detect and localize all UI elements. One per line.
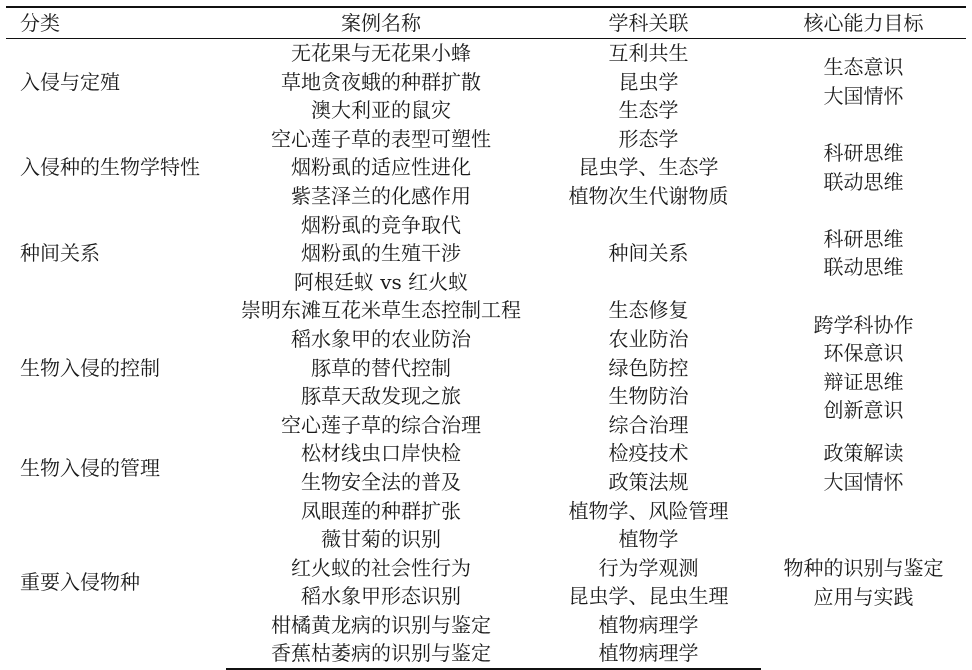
discipline-cell: 政策法规 — [608, 469, 689, 494]
case-name-cell: 无花果与无花果小蜂 — [291, 41, 471, 65]
case-name-cell: 草地贪夜蛾的种群扩散 — [281, 69, 481, 94]
discipline-cell: 综合治理 — [608, 412, 689, 437]
discipline-cell: 植物病理学 — [598, 612, 699, 637]
header-category: 分类 — [20, 11, 60, 35]
discipline-cell: 形态学 — [618, 126, 679, 151]
table-row — [6, 125, 966, 154]
core-ability-item: 大国情怀 — [823, 469, 904, 494]
discipline-cell: 昆虫学 — [618, 69, 679, 94]
discipline-cell: 绿色防控 — [608, 355, 689, 380]
core-ability-item: 科研思维 — [823, 226, 904, 251]
case-name-cell: 崇明东滩互花米草生态控制工程 — [241, 298, 521, 323]
core-ability-item: 大国情怀 — [823, 83, 904, 108]
category-cell: 入侵种的生物学特性 — [20, 155, 200, 180]
case-name-cell: 空心莲子草的综合治理 — [281, 412, 481, 437]
core-ability-cell — [761, 211, 966, 297]
header-row — [6, 7, 966, 39]
core-ability-item: 环保意识 — [823, 341, 904, 366]
core-ability-item: 辩证思维 — [823, 369, 904, 394]
category-cell: 种间关系 — [20, 241, 100, 266]
case-name-cell: 松材线虫口岸快检 — [301, 441, 461, 466]
discipline-cell: 生物防治 — [608, 384, 689, 409]
header-core-ability: 核心能力目标 — [803, 11, 924, 35]
discipline-cell: 生态修复 — [608, 298, 689, 323]
category-cell: 重要入侵物种 — [20, 570, 140, 595]
header-discipline: 学科关联 — [608, 11, 689, 35]
discipline-cell: 生态学 — [618, 98, 679, 123]
category-cell: 入侵与定殖 — [20, 69, 120, 94]
discipline-cell: 检疫技术 — [608, 441, 689, 466]
discipline-cell: 植物病理学 — [536, 639, 761, 669]
discipline-cell: 行为学观测 — [598, 555, 699, 580]
core-ability-item: 生态意识 — [823, 55, 904, 80]
core-ability-cell — [761, 296, 966, 439]
discipline-cell: 互利共生 — [608, 41, 689, 65]
table-row — [6, 497, 966, 526]
case-name-cell: 紫茎泽兰的化感作用 — [291, 183, 471, 208]
table-row — [6, 439, 966, 468]
core-ability-item: 政策解读 — [823, 441, 904, 466]
case-name-cell: 柑橘黄龙病的识别与鉴定 — [271, 612, 491, 637]
case-name-cell: 凤眼莲的种群扩张 — [301, 498, 461, 523]
case-name-cell: 烟粉虱的适应性进化 — [291, 155, 471, 180]
case-name-cell: 香蕉枯萎病的识别与鉴定 — [226, 639, 536, 669]
table-body — [6, 39, 966, 670]
table-row — [6, 39, 966, 68]
case-name-cell: 生物安全法的普及 — [301, 469, 461, 494]
category-cell: 生物入侵的控制 — [20, 355, 160, 380]
discipline-cell: 昆虫学、生态学 — [578, 155, 719, 180]
case-name-cell: 阿根廷蚁 vs 红火蚁 — [293, 269, 469, 294]
case-name-cell: 空心莲子草的表型可塑性 — [271, 126, 491, 151]
case-name-cell: 豚草天敌发现之旅 — [301, 384, 461, 409]
core-ability-item: 创新意识 — [823, 398, 904, 423]
core-ability-item: 物种的识别与鉴定 — [783, 556, 944, 581]
discipline-cell: 植物学、风险管理 — [568, 498, 729, 523]
table-row — [6, 296, 966, 325]
core-ability-cell — [761, 39, 966, 125]
case-name-cell: 豚草的替代控制 — [311, 355, 451, 380]
core-ability-item: 联动思维 — [823, 255, 904, 280]
core-ability-item: 跨学科协作 — [813, 312, 914, 337]
case-name-cell: 稻水象甲的农业防治 — [291, 326, 471, 351]
case-name-cell: 烟粉虱的竞争取代 — [301, 212, 461, 237]
table-header — [6, 7, 966, 39]
discipline-cell: 植物学 — [618, 527, 679, 552]
discipline-cell: 农业防治 — [608, 326, 689, 351]
case-table — [6, 6, 966, 670]
core-ability-cell — [761, 497, 966, 670]
header-case-name: 案例名称 — [341, 11, 421, 35]
case-name-cell: 烟粉虱的生殖干涉 — [301, 241, 461, 266]
case-name-cell: 红火蚁的社会性行为 — [291, 555, 471, 580]
case-name-cell: 薇甘菊的识别 — [321, 527, 441, 552]
discipline-cell: 种间关系 — [608, 241, 689, 266]
core-ability-cell — [761, 125, 966, 211]
core-ability-item: 科研思维 — [823, 141, 904, 166]
table-row — [6, 211, 966, 240]
discipline-cell: 昆虫学、昆虫生理 — [568, 584, 729, 609]
core-ability-item: 联动思维 — [823, 169, 904, 194]
core-ability-item: 应用与实践 — [813, 584, 914, 609]
discipline-cell: 植物次生代谢物质 — [568, 183, 729, 208]
case-name-cell: 稻水象甲形态识别 — [301, 584, 461, 609]
category-cell: 生物入侵的管理 — [20, 455, 160, 480]
case-name-cell: 澳大利亚的鼠灾 — [311, 98, 451, 123]
core-ability-cell — [761, 439, 966, 496]
